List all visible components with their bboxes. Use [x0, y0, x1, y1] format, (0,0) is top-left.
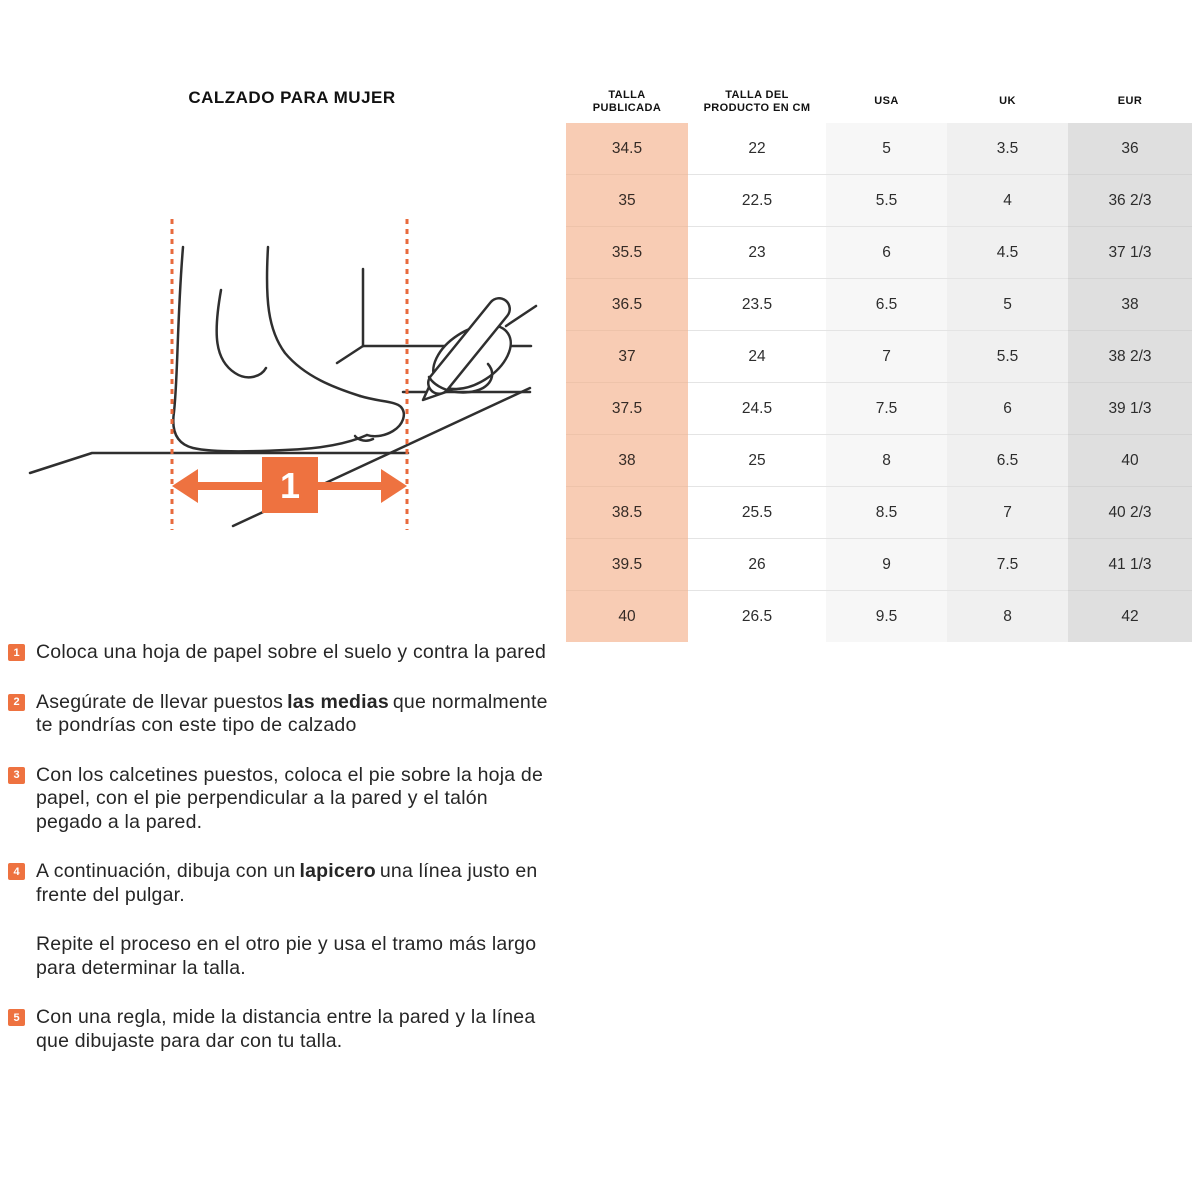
size-cell: 22.5 — [688, 175, 826, 227]
page-title: CALZADO PARA MUJER — [188, 88, 396, 107]
size-cell: 6.5 — [947, 435, 1068, 487]
size-cell: 7.5 — [947, 539, 1068, 591]
step-number-badge: 5 — [8, 1009, 25, 1026]
size-cell: 38 — [566, 435, 688, 487]
instruction-text: A continuación, dibuja con un lapicero una línea justo en frente del pulgar. — [36, 860, 538, 906]
size-cell: 8 — [826, 435, 947, 487]
instruction-text: Coloca una hoja de papel sobre el suelo y contra la pared — [36, 641, 547, 663]
instruction-step-4 — [8, 860, 588, 907]
size-cell: 7.5 — [826, 383, 947, 435]
size-cell: 6 — [947, 383, 1068, 435]
size-cell: 38.5 — [566, 487, 688, 539]
size-cell: 40 — [566, 591, 688, 643]
size-table-header — [566, 80, 1192, 123]
size-cell: 25.5 — [688, 487, 826, 539]
instruction-step-1 — [8, 641, 588, 665]
table-row — [566, 435, 1192, 487]
size-cell: 6.5 — [826, 279, 947, 331]
size-cell: 3.5 — [947, 123, 1068, 175]
hand-with-pencil — [422, 306, 536, 402]
instruction-step-5 — [8, 1006, 588, 1053]
column-header-talla-publicada: TALLA PUBLICADA — [566, 80, 688, 123]
table-row — [566, 123, 1192, 175]
table-row — [566, 175, 1192, 227]
step-number-badge: 2 — [8, 694, 25, 711]
size-cell: 9.5 — [826, 591, 947, 643]
size-cell: 5 — [947, 279, 1068, 331]
size-cell: 40 — [1068, 435, 1192, 487]
size-cell: 24.5 — [688, 383, 826, 435]
size-cell: 26.5 — [688, 591, 826, 643]
table-row — [566, 279, 1192, 331]
size-cell: 34.5 — [566, 123, 688, 175]
step-number-badge: 3 — [8, 767, 25, 784]
size-cell: 35.5 — [566, 227, 688, 279]
size-cell: 41 1/3 — [1068, 539, 1192, 591]
foot-measurement-illustration — [25, 205, 545, 540]
size-cell: 5.5 — [826, 175, 947, 227]
size-table — [566, 80, 1192, 642]
size-cell: 24 — [688, 331, 826, 383]
column-header-usa: USA — [826, 80, 947, 123]
size-cell: 39 1/3 — [1068, 383, 1192, 435]
size-cell: 36.5 — [566, 279, 688, 331]
instruction-text: Repite el proceso en el otro pie y usa el tramo más largo para determinar la talla. — [36, 933, 537, 979]
foot-outline — [173, 247, 404, 451]
size-cell: 40 2/3 — [1068, 487, 1192, 539]
size-cell: 36 — [1068, 123, 1192, 175]
table-row — [566, 383, 1192, 435]
instruction-note — [36, 933, 588, 980]
size-cell: 8 — [947, 591, 1068, 643]
instruction-text: Con una regla, mide la distancia entre la pared y la línea que dibujaste para dar con tu talla. — [36, 1006, 536, 1052]
table-row — [566, 591, 1192, 643]
measurement-instructions — [8, 641, 588, 1079]
size-cell: 42 — [1068, 591, 1192, 643]
size-cell: 36 2/3 — [1068, 175, 1192, 227]
size-cell: 39.5 — [566, 539, 688, 591]
size-cell: 37 1/3 — [1068, 227, 1192, 279]
size-cell: 23.5 — [688, 279, 826, 331]
table-row — [566, 331, 1192, 383]
table-row — [566, 539, 1192, 591]
foot-measurement-drawing — [25, 205, 545, 540]
column-header-producto-cm: TALLA DEL PRODUCTO EN CM — [688, 80, 826, 123]
size-cell: 26 — [688, 539, 826, 591]
length-arrow — [172, 457, 407, 513]
size-cell: 38 2/3 — [1068, 331, 1192, 383]
size-cell: 5 — [826, 123, 947, 175]
size-cell: 8.5 — [826, 487, 947, 539]
size-cell: 4 — [947, 175, 1068, 227]
size-cell: 9 — [826, 539, 947, 591]
instruction-text: Asegúrate de llevar puestos las medias que normalmente te pondrías con este tipo de calzado — [36, 690, 548, 736]
size-cell: 38 — [1068, 279, 1192, 331]
size-table-body — [566, 123, 1192, 642]
size-cell: 22 — [688, 123, 826, 175]
step-number-badge: 4 — [8, 863, 25, 880]
arrow-step-label: 1 — [279, 465, 301, 506]
size-cell: 23 — [688, 227, 826, 279]
size-cell: 37.5 — [566, 383, 688, 435]
table-row — [566, 487, 1192, 539]
column-header-eur: EUR — [1068, 80, 1192, 123]
column-header-uk: UK — [947, 80, 1068, 123]
size-cell: 25 — [688, 435, 826, 487]
table-row — [566, 227, 1192, 279]
size-cell: 37 — [566, 331, 688, 383]
step-number-badge: 1 — [8, 644, 25, 661]
instruction-step-2 — [8, 691, 588, 738]
instruction-text: Con los calcetines puestos, coloca el pie sobre la hoja de papel, con el pie perpendicular a la pared y el talón pegado a la pared. — [36, 763, 543, 833]
size-cell: 7 — [826, 331, 947, 383]
instruction-step-3 — [8, 764, 588, 835]
size-cell: 6 — [826, 227, 947, 279]
size-cell: 5.5 — [947, 331, 1068, 383]
size-cell: 7 — [947, 487, 1068, 539]
size-cell: 4.5 — [947, 227, 1068, 279]
size-cell: 35 — [566, 175, 688, 227]
